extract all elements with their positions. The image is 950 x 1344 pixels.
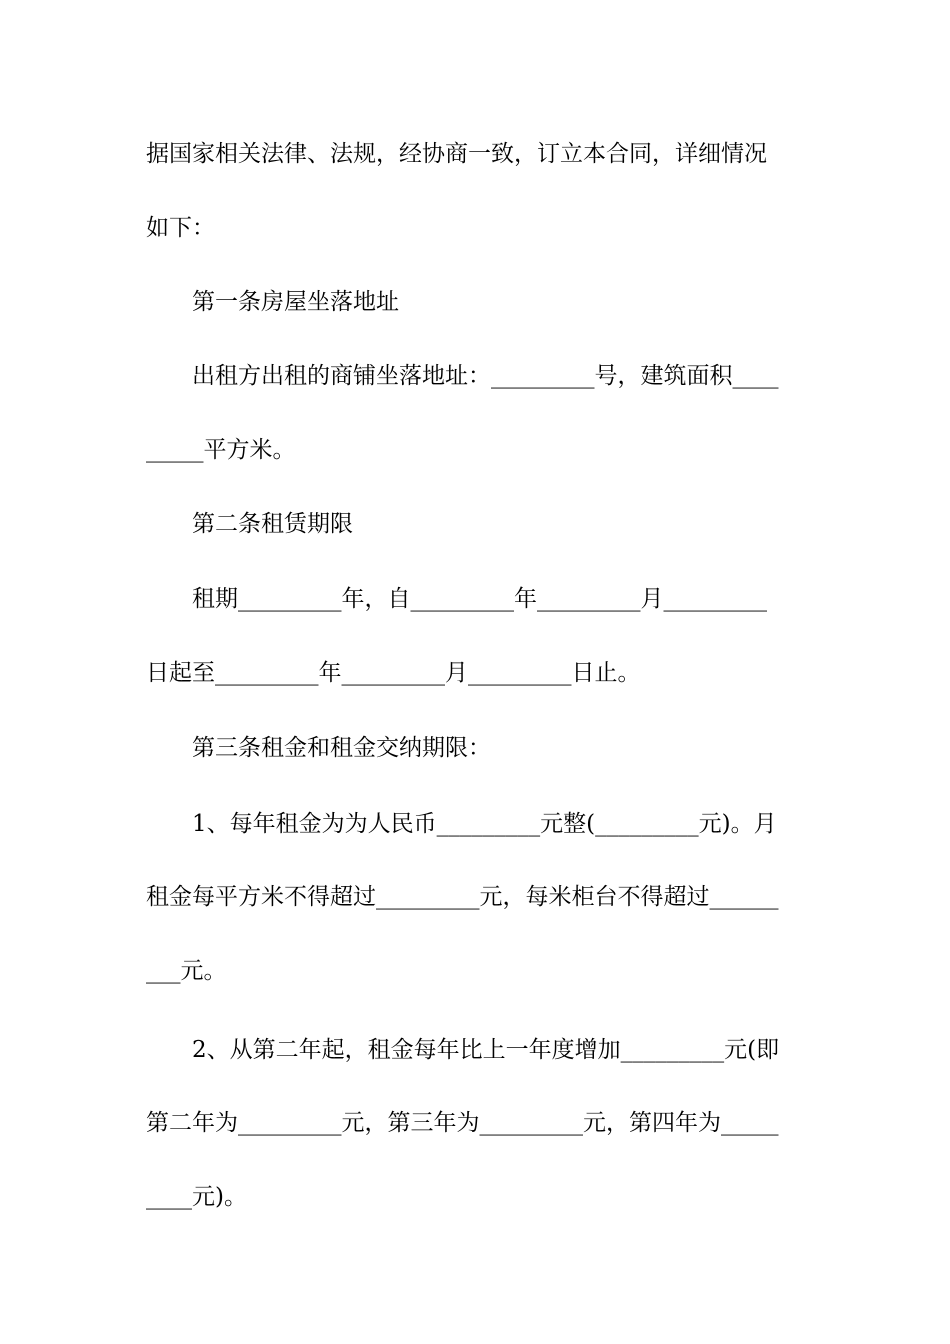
paragraph-line: 2、从第二年起，租金每年比上一年度增加_________元(即 [192, 1037, 780, 1063]
section-heading-2: 第二条租赁期限 [192, 511, 353, 537]
paragraph-line: 出租方出租的商铺坐落地址：_________号，建筑面积____ [192, 363, 779, 389]
section-heading-3: 第三条租金和租金交纳期限： [192, 735, 491, 761]
paragraph-line: 租金每平方米不得超过_________元，每米柜台不得超过______ [146, 884, 779, 910]
paragraph-line: ____元)。 [146, 1184, 247, 1210]
paragraph-line: 第二年为_________元，第三年为_________元，第四年为_____ [146, 1110, 779, 1136]
paragraph-line: 日起至_________年_________月_________日止。 [146, 660, 641, 686]
paragraph-line: ___元。 [146, 958, 227, 984]
paragraph-line: 租期_________年，自_________年_________月_________ [192, 586, 767, 612]
section-heading-1: 第一条房屋坐落地址 [192, 289, 399, 315]
paragraph-line: 据国家相关法律、法规，经协商一致，订立本合同，详细情况 [146, 141, 767, 167]
paragraph-line: 如下： [146, 215, 215, 241]
paragraph-line: _____平方米。 [146, 437, 296, 463]
paragraph-line: 1、每年租金为为人民币_________元整(_________元)。月 [192, 811, 777, 837]
